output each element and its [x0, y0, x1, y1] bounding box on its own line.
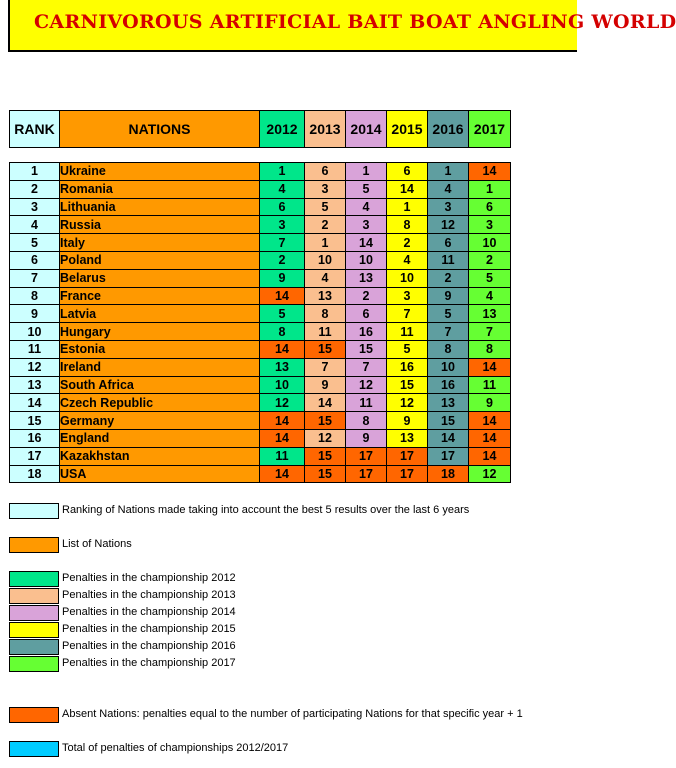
table-row [10, 447, 511, 465]
rank-cell: 13 [10, 376, 60, 394]
score-cell-2016: 7 [428, 323, 469, 341]
score-cell-2015: 12 [387, 394, 428, 412]
score-cell-2015: 17 [387, 465, 428, 483]
score-cell-2014: 9 [346, 429, 387, 447]
score-cell-2014: 10 [346, 251, 387, 269]
score-cell-2012: 10 [260, 376, 305, 394]
score-cell-2014: 6 [346, 305, 387, 323]
score-cell-2017: 10 [469, 234, 511, 252]
score-cell-2017: 4 [469, 287, 511, 305]
score-cell-2015: 5 [387, 340, 428, 358]
nation-cell: Ireland [60, 358, 260, 376]
score-cell-2016: 8 [428, 340, 469, 358]
rank-cell: 16 [10, 429, 60, 447]
score-cell-2012: 3 [260, 216, 305, 234]
score-cell-2017: 13 [469, 305, 511, 323]
score-cell-2016: 4 [428, 180, 469, 198]
nation-cell: Czech Republic [60, 394, 260, 412]
score-cell-2016: 12 [428, 216, 469, 234]
nation-cell: France [60, 287, 260, 305]
score-cell-2017: 1 [469, 180, 511, 198]
score-cell-2013: 8 [305, 305, 346, 323]
legend-swatch [9, 537, 59, 553]
score-cell-2014: 17 [346, 465, 387, 483]
score-cell-2015: 11 [387, 323, 428, 341]
legend-label: Penalties in the championship 2015 [62, 623, 236, 635]
score-cell-2016: 2 [428, 269, 469, 287]
score-cell-2013: 11 [305, 323, 346, 341]
nation-cell: Estonia [60, 340, 260, 358]
nation-cell: Poland [60, 251, 260, 269]
table-row [10, 234, 511, 252]
legend-swatch [9, 605, 59, 621]
table-row [10, 287, 511, 305]
header-year-2017: 2017 [469, 111, 511, 148]
score-cell-2015: 6 [387, 163, 428, 181]
score-cell-2016: 16 [428, 376, 469, 394]
score-cell-2012: 6 [260, 198, 305, 216]
score-cell-2015: 2 [387, 234, 428, 252]
score-cell-2017: 3 [469, 216, 511, 234]
title-banner [8, 0, 676, 52]
score-cell-2013: 15 [305, 447, 346, 465]
nation-cell: USA [60, 465, 260, 483]
score-cell-2012: 13 [260, 358, 305, 376]
header-year-2016: 2016 [428, 111, 469, 148]
legend-label: Total of penalties of championships 2012/2017 [62, 742, 289, 754]
score-cell-2012: 1 [260, 163, 305, 181]
rank-cell: 4 [10, 216, 60, 234]
table-row [10, 269, 511, 287]
page-title: CARNIVOROUS ARTIFICIAL BAIT BOAT ANGLING WORLD [34, 11, 676, 33]
legend-label: Penalties in the championship 2013 [62, 589, 236, 601]
score-cell-2017: 14 [469, 429, 511, 447]
table-row [10, 412, 511, 430]
score-cell-2013: 15 [305, 340, 346, 358]
score-cell-2013: 5 [305, 198, 346, 216]
score-cell-2012: 14 [260, 412, 305, 430]
score-cell-2012: 14 [260, 465, 305, 483]
score-cell-2017: 11 [469, 376, 511, 394]
score-cell-2014: 3 [346, 216, 387, 234]
score-cell-2017: 2 [469, 251, 511, 269]
score-cell-2014: 14 [346, 234, 387, 252]
nation-cell: Ukraine [60, 163, 260, 181]
table-row [10, 216, 511, 234]
score-cell-2014: 4 [346, 198, 387, 216]
score-cell-2012: 7 [260, 234, 305, 252]
score-cell-2014: 7 [346, 358, 387, 376]
rank-cell: 15 [10, 412, 60, 430]
score-cell-2013: 6 [305, 163, 346, 181]
score-cell-2016: 10 [428, 358, 469, 376]
score-cell-2012: 2 [260, 251, 305, 269]
score-cell-2012: 12 [260, 394, 305, 412]
header-year-2013: 2013 [305, 111, 346, 148]
table-row [10, 376, 511, 394]
score-cell-2016: 11 [428, 251, 469, 269]
table-row [10, 358, 511, 376]
table-row [10, 198, 511, 216]
score-cell-2015: 3 [387, 287, 428, 305]
score-cell-2016: 1 [428, 163, 469, 181]
score-cell-2013: 12 [305, 429, 346, 447]
rank-cell: 17 [10, 447, 60, 465]
score-cell-2015: 8 [387, 216, 428, 234]
nation-cell: Germany [60, 412, 260, 430]
legend-label: Penalties in the championship 2016 [62, 640, 236, 652]
score-cell-2016: 17 [428, 447, 469, 465]
legend-swatch [9, 622, 59, 638]
table-row [10, 163, 511, 181]
legend-label: Penalties in the championship 2012 [62, 572, 236, 584]
score-cell-2013: 10 [305, 251, 346, 269]
score-cell-2014: 11 [346, 394, 387, 412]
legend-swatch [9, 656, 59, 672]
table-row [10, 429, 511, 447]
score-cell-2013: 15 [305, 412, 346, 430]
nation-cell: Italy [60, 234, 260, 252]
nation-cell: South Africa [60, 376, 260, 394]
header-row [10, 111, 511, 148]
rank-cell: 18 [10, 465, 60, 483]
score-cell-2012: 14 [260, 340, 305, 358]
header-year-2014: 2014 [346, 111, 387, 148]
score-cell-2013: 3 [305, 180, 346, 198]
score-cell-2016: 13 [428, 394, 469, 412]
legend-label: Penalties in the championship 2017 [62, 657, 236, 669]
score-cell-2014: 17 [346, 447, 387, 465]
rank-cell: 8 [10, 287, 60, 305]
score-cell-2017: 12 [469, 465, 511, 483]
legend-swatch [9, 707, 59, 723]
score-cell-2012: 14 [260, 429, 305, 447]
rank-cell: 3 [10, 198, 60, 216]
score-cell-2016: 15 [428, 412, 469, 430]
score-cell-2016: 5 [428, 305, 469, 323]
table-row [10, 394, 511, 412]
rank-cell: 14 [10, 394, 60, 412]
legend-swatch [9, 588, 59, 604]
table-row [10, 465, 511, 483]
score-cell-2015: 15 [387, 376, 428, 394]
score-cell-2015: 10 [387, 269, 428, 287]
score-cell-2017: 7 [469, 323, 511, 341]
score-cell-2016: 14 [428, 429, 469, 447]
rank-cell: 7 [10, 269, 60, 287]
score-cell-2012: 11 [260, 447, 305, 465]
score-cell-2014: 8 [346, 412, 387, 430]
score-cell-2012: 4 [260, 180, 305, 198]
score-cell-2015: 14 [387, 180, 428, 198]
table-row [10, 180, 511, 198]
score-cell-2017: 14 [469, 412, 511, 430]
rank-cell: 12 [10, 358, 60, 376]
score-cell-2012: 14 [260, 287, 305, 305]
legend-swatch [9, 639, 59, 655]
nation-cell: Lithuania [60, 198, 260, 216]
score-cell-2014: 15 [346, 340, 387, 358]
score-cell-2012: 5 [260, 305, 305, 323]
score-cell-2017: 5 [469, 269, 511, 287]
rank-cell: 2 [10, 180, 60, 198]
score-cell-2014: 1 [346, 163, 387, 181]
score-cell-2017: 14 [469, 163, 511, 181]
score-cell-2016: 18 [428, 465, 469, 483]
rank-cell: 1 [10, 163, 60, 181]
nation-cell: Russia [60, 216, 260, 234]
nation-cell: Romania [60, 180, 260, 198]
score-cell-2015: 4 [387, 251, 428, 269]
legend-label: Absent Nations: penalties equal to the number of participating Nations for that specific year + 1 [62, 708, 523, 720]
rank-cell: 9 [10, 305, 60, 323]
legend-label: Penalties in the championship 2014 [62, 606, 236, 618]
score-cell-2013: 1 [305, 234, 346, 252]
score-cell-2015: 9 [387, 412, 428, 430]
nation-cell: Hungary [60, 323, 260, 341]
ranking-header [9, 110, 511, 148]
score-cell-2017: 8 [469, 340, 511, 358]
score-cell-2012: 9 [260, 269, 305, 287]
legend-swatch [9, 741, 59, 757]
legend-swatch [9, 503, 59, 519]
score-cell-2012: 8 [260, 323, 305, 341]
nation-cell: Latvia [60, 305, 260, 323]
score-cell-2015: 13 [387, 429, 428, 447]
table-row [10, 251, 511, 269]
score-cell-2017: 9 [469, 394, 511, 412]
score-cell-2017: 14 [469, 358, 511, 376]
score-cell-2013: 9 [305, 376, 346, 394]
rank-cell: 6 [10, 251, 60, 269]
nation-cell: England [60, 429, 260, 447]
score-cell-2013: 13 [305, 287, 346, 305]
header-rank: RANK [10, 111, 60, 148]
header-nations: NATIONS [60, 111, 260, 148]
score-cell-2013: 2 [305, 216, 346, 234]
header-year-2012: 2012 [260, 111, 305, 148]
score-cell-2017: 14 [469, 447, 511, 465]
score-cell-2013: 15 [305, 465, 346, 483]
legend-swatch [9, 571, 59, 587]
score-cell-2014: 12 [346, 376, 387, 394]
legend-label: Ranking of Nations made taking into account the best 5 results over the last 6 years [62, 504, 470, 516]
score-cell-2015: 16 [387, 358, 428, 376]
ranking-table [9, 162, 511, 483]
score-cell-2015: 7 [387, 305, 428, 323]
score-cell-2016: 6 [428, 234, 469, 252]
score-cell-2014: 5 [346, 180, 387, 198]
legend-label: List of Nations [62, 538, 132, 550]
table-row [10, 305, 511, 323]
score-cell-2015: 1 [387, 198, 428, 216]
rank-cell: 11 [10, 340, 60, 358]
score-cell-2013: 7 [305, 358, 346, 376]
nation-cell: Belarus [60, 269, 260, 287]
score-cell-2013: 4 [305, 269, 346, 287]
score-cell-2014: 13 [346, 269, 387, 287]
header-year-2015: 2015 [387, 111, 428, 148]
score-cell-2016: 9 [428, 287, 469, 305]
table-row [10, 323, 511, 341]
score-cell-2015: 17 [387, 447, 428, 465]
table-row [10, 340, 511, 358]
score-cell-2014: 2 [346, 287, 387, 305]
nation-cell: Kazakhstan [60, 447, 260, 465]
score-cell-2014: 16 [346, 323, 387, 341]
score-cell-2017: 6 [469, 198, 511, 216]
score-cell-2016: 3 [428, 198, 469, 216]
rank-cell: 10 [10, 323, 60, 341]
score-cell-2013: 14 [305, 394, 346, 412]
rank-cell: 5 [10, 234, 60, 252]
